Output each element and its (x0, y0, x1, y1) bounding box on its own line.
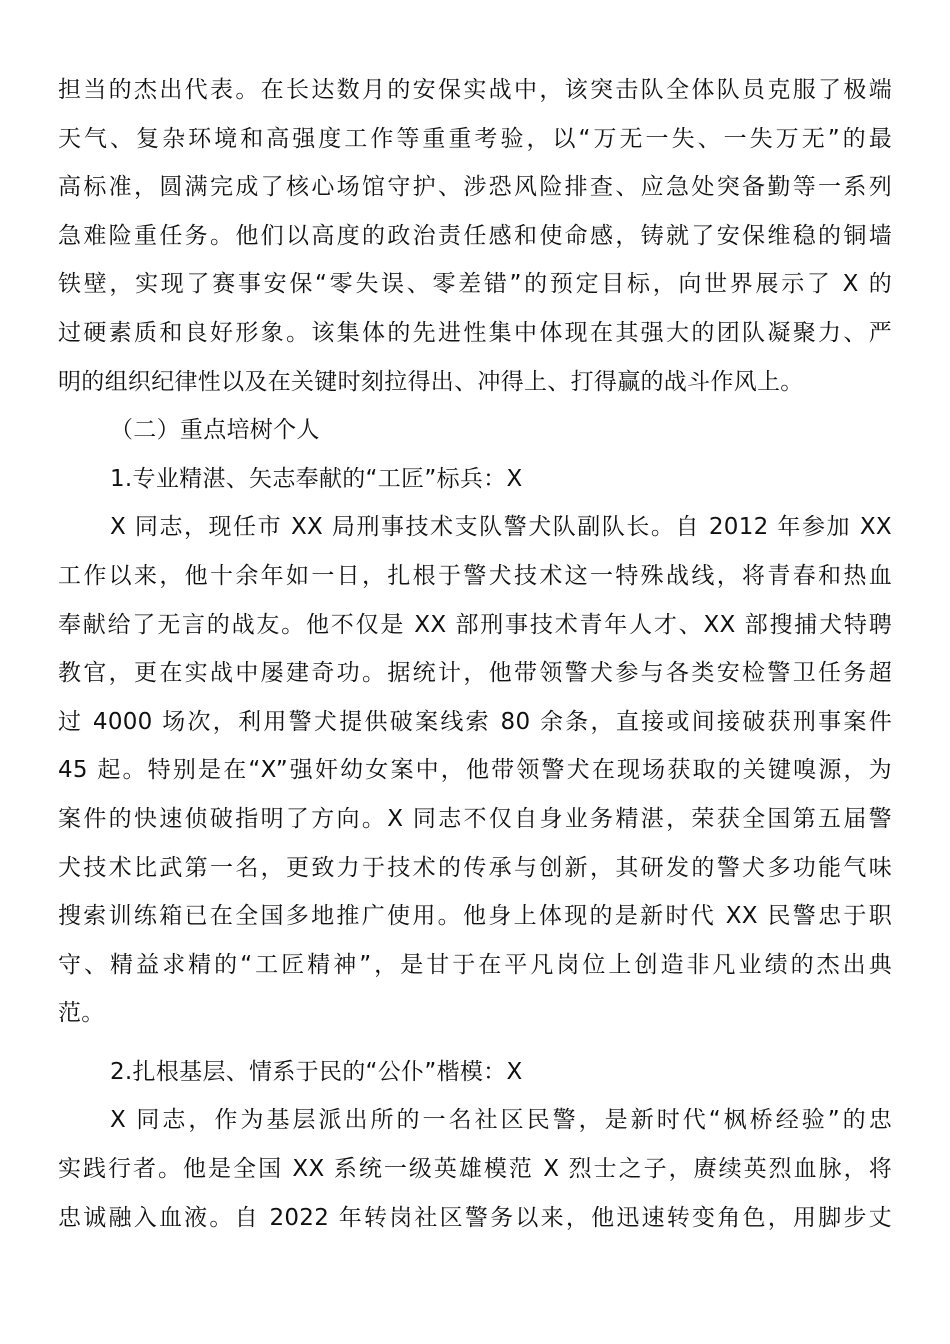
paragraph-intro (58, 66, 892, 406)
item2-paragraph (58, 1096, 892, 1242)
text-line: 明的组织纪律性以及在关键时刻拉得出、冲得上、打得赢的战斗作风上。 (58, 368, 804, 395)
text-line: X 同志，作为基层派出所的一名社区民警，是新时代“枫桥经验”的忠 (110, 1107, 892, 1134)
text-line: 高标准，圆满完成了核心场馆守护、涉恐风险排查、应急处突备勤等一系列 (58, 174, 892, 201)
text-line: 案件的快速侦破指明了方向。X 同志不仅自身业务精湛，荣获全国第五届警 (58, 805, 892, 832)
text-line: 犬技术比武第一名，更致力于技术的传承与创新，其研发的警犬多功能气味 (58, 854, 892, 881)
item2-title: 2.扎根基层、情系于民的“公仆”楷模：X (110, 1058, 523, 1085)
text-line: 天气、复杂环境和高强度工作等重重考验，以“万无一失、一失万无”的最 (58, 125, 892, 152)
text-line: 范。 (58, 1000, 105, 1027)
text-line: 铁壁，实现了赛事安保“零失误、零差错”的预定目标，向世界展示了 X 的 (58, 271, 892, 298)
text-line: 搜索训练箱已在全国多地推广使用。他身上体现的是新时代 XX 民警忠于职 (58, 903, 892, 930)
text-line: 45 起。特别是在“X”强奸幼女案中，他带领警犬在现场获取的关键嗅源，为 (58, 757, 892, 784)
text-line: 教官，更在实战中屡建奇功。据统计，他带领警犬参与各类安检警卫任务超 (58, 660, 892, 687)
text-line: 过 4000 场次，利用警犬提供破案线索 80 余条，直接或间接破获刑事案件 (58, 708, 892, 735)
item1-title: 1.专业精湛、矢志奉献的“工匠”标兵：X (110, 465, 523, 492)
document-page (58, 66, 892, 1242)
text-line: 担当的杰出代表。在长达数月的安保实战中，该突击队全体队员克服了极端 (58, 77, 892, 103)
section-heading: （二）重点培树个人 (110, 417, 320, 444)
item1-paragraph (58, 503, 892, 1038)
text-line: 过硬素质和良好形象。该集体的先进性集中体现在其强大的团队凝聚力、严 (58, 319, 892, 346)
text-line: 工作以来，他十余年如一日，扎根于警犬技术这一特殊战线，将青春和热血 (58, 562, 892, 589)
paragraph-gap (58, 1038, 892, 1048)
text-line: 急难险重任务。他们以高度的政治责任感和使命感，铸就了安保维稳的铜墙 (58, 222, 892, 249)
text-line: 奉献给了无言的战友。他不仅是 XX 部刑事技术青年人才、XX 部搜捕犬特聘 (58, 611, 892, 638)
text-line: X 同志，现任市 XX 局刑事技术支队警犬队副队长。自 2012 年参加 XX (110, 514, 892, 541)
text-line: 实践行者。他是全国 XX 系统一级英雄模范 X 烈士之子，赓续英烈血脉，将 (58, 1156, 892, 1183)
text-line: 守、精益求精的“工匠精神”，是甘于在平凡岗位上创造非凡业绩的杰出典 (58, 951, 892, 978)
text-line: 忠诚融入血液。自 2022 年转岗社区警务以来，他迅速转变角色，用脚步丈 (58, 1204, 892, 1231)
